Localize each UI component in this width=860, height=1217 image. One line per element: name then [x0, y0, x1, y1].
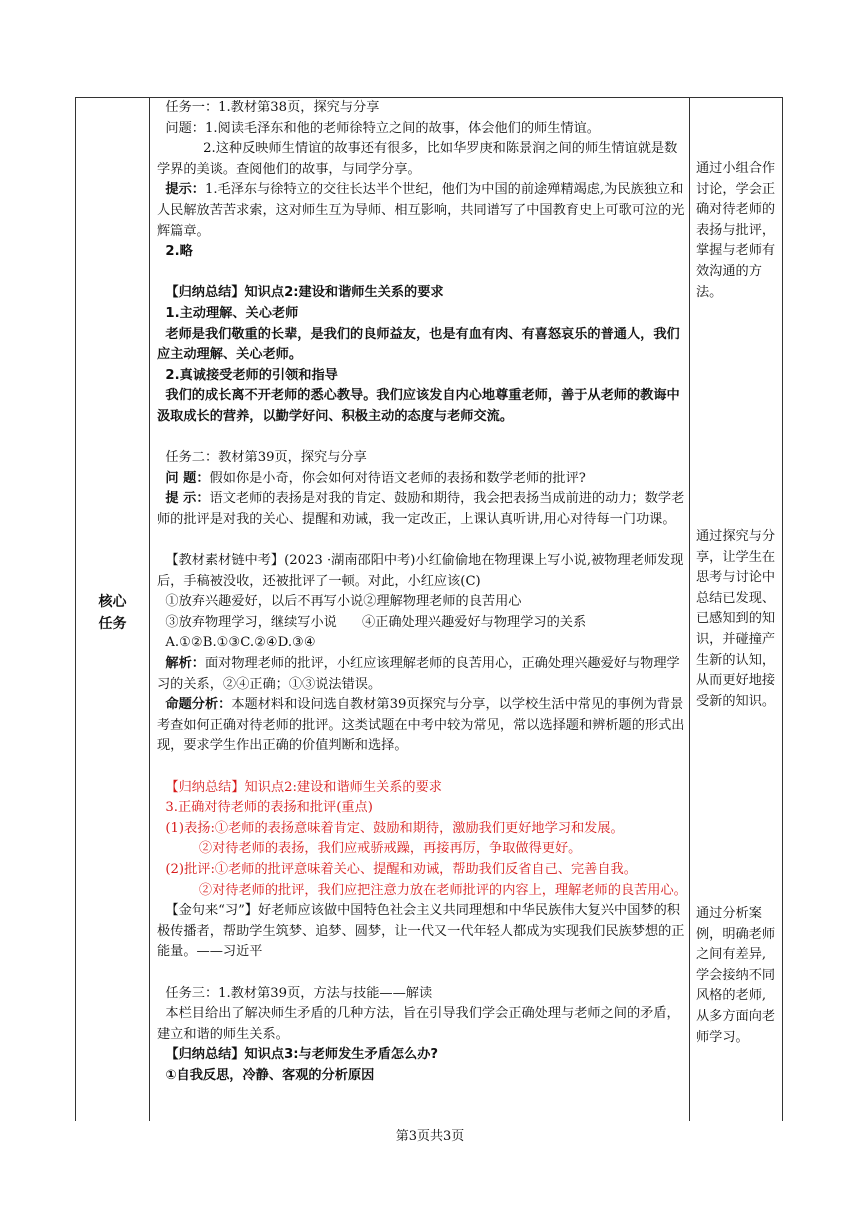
paragraph-text-rest: 面对物理老师的批评，小红应该理解老师的良苦用心，正确处理兴趣爱好与物理学习的关系，②④正确；①③说法错误。 — [157, 656, 680, 692]
paragraph-text: 任务二：教材第39页，探究与分享 — [165, 450, 367, 466]
design-note-3: 通过分析案例，明确老师之间有差异,学会接纳不同风格的老师,从多方面向老师学习。 — [696, 906, 776, 1045]
design-note-1: 通过小组合作讨论，学会正确对待老师的表扬与批评，掌握与老师有效沟通的方法。 — [696, 161, 776, 300]
content-paragraph — [157, 98, 689, 119]
content-paragraph — [157, 1066, 689, 1087]
content-paragraph — [157, 242, 689, 263]
paragraph-text: 命题分析： — [165, 697, 232, 713]
content-paragraph — [157, 304, 689, 325]
column-divider — [149, 98, 150, 1121]
paragraph-gap — [157, 530, 689, 551]
content-paragraph — [157, 798, 689, 819]
paragraph-text: 任务一：1.教材第38页，探究与分享 — [165, 100, 380, 115]
content-paragraph — [157, 283, 689, 304]
design-note-2: 通过探究与分享，让学生在思考与讨论中总结已发现、已感知到的知识，并碰撞产生新的认知，从而更好地接受新的知识。 — [696, 529, 776, 709]
content-paragraph — [157, 325, 689, 366]
paragraph-gap — [157, 757, 689, 778]
paragraph-text: 本栏目给出了解决师生矛盾的几种方法，旨在引导我们学会正确处理与老师之间的矛盾，建立和谐的师生关系。 — [157, 1006, 680, 1042]
content-paragraph — [157, 386, 689, 427]
lesson-table — [75, 97, 783, 1121]
content-paragraph — [157, 180, 689, 242]
content-paragraph — [157, 139, 689, 180]
column-divider — [689, 98, 690, 1121]
paragraph-text-rest: 语文老师的表扬是对我的肯定、鼓励和期待，我会把表扬当成前进的动力；数学老师的批评是对我的关心、提醒和劝诫，我一定改正，上课认真听讲,用心对待每一门功课。 — [157, 491, 685, 527]
paragraph-text: (1)表扬:①老师的表扬意味着肯定、鼓励和期待，激励我们更好地学习和发展。 — [165, 820, 624, 836]
paragraph-text: 【归纳总结】知识点2:建设和谐师生关系的要求 — [165, 779, 442, 795]
paragraph-text: 【归纳总结】知识点2:建设和谐师生关系的要求 — [165, 285, 444, 301]
paragraph-text: ③放弃物理学习，继续写小说 ④正确处理兴趣爱好与物理学习的关系 — [165, 614, 587, 630]
content-paragraph — [157, 984, 689, 1005]
paragraph-text: 3.正确对待老师的表扬和批评(重点) — [165, 800, 373, 816]
paragraph-text: 2.真诚接受老师的引领和指导 — [165, 367, 338, 383]
paragraph-text: 提示： — [165, 182, 205, 198]
paragraph-text: 任务三：1.教材第39页，方法与技能——解读 — [165, 985, 433, 1001]
paragraph-text-rest: 假如你是小奇，你会如何对待语文老师的表扬和数学老师的批评? — [209, 470, 586, 486]
paragraph-text: 解析： — [165, 656, 205, 672]
paragraph-text: 【教材素材链中考】(2023 ·湖南邵阳中考)小红偷偷地在物理课上写小说,被物理老师发现后，手稿被没收，还被批评了一顿。对此，小红应该(C) — [157, 553, 684, 589]
paragraph-text: ①自我反思，冷静、客观的分析原因 — [165, 1067, 375, 1083]
row-label-line: 核心 — [98, 594, 127, 610]
row-label-line: 任务 — [98, 616, 127, 632]
content-paragraph — [157, 860, 689, 881]
content-paragraph — [157, 551, 689, 592]
content-paragraph — [157, 592, 689, 613]
content-paragraph — [157, 778, 689, 799]
paragraph-text-rest: 本题材料和设问选自教材第39页探究与分享，以学校生活中常见的事例为背景考查如何正确对待老师的批评。这类试题在中考中较为常见，常以选择题和辨析题的形式出现，要求学生作出正确的价值判断和选择。 — [157, 697, 685, 754]
row-label — [76, 591, 149, 635]
content-paragraph — [157, 489, 689, 530]
content-paragraph — [157, 469, 689, 490]
paragraph-text: 我们的成长离不开老师的悉心教导。我们应该发自内心地尊重老师，善于从老师的教诲中汲取成长的营养，以勤学好问、积极主动的态度与老师交流。 — [157, 388, 680, 424]
paragraph-text: ①放弃兴趣爱好，以后不再写小说②理解物理老师的良苦用心 — [165, 594, 522, 610]
page-footer: 第3页共3页 — [395, 1129, 465, 1144]
paragraph-text: ②对待老师的表扬，我们应戒骄戒躁，再接再厉，争取做得更好。 — [198, 841, 582, 857]
paragraph-gap — [157, 428, 689, 449]
content-paragraph — [157, 119, 689, 140]
paragraph-gap — [157, 263, 689, 284]
paragraph-text: 【归纳总结】知识点3:与老师发生矛盾怎么办? — [165, 1047, 439, 1063]
content-paragraph — [157, 1004, 689, 1045]
content-paragraph — [157, 613, 689, 634]
paragraph-text: (2)批评:①老师的批评意味着关心、提醒和劝诫，帮助我们反省自己、完善自我。 — [165, 861, 637, 877]
paragraph-text: 提 示： — [165, 491, 210, 507]
paragraph-text: 【金句来“习”】好老师应该做中国特色社会主义共同理想和中华民族伟大复兴中国梦的积极传播者，帮助学生筑梦、追梦、圆梦，让一代又一代年轻人都成为实现我们民族梦想的正能量。——习近平 — [157, 903, 685, 960]
task-content-cell — [157, 98, 689, 1087]
content-paragraph — [157, 819, 689, 840]
content-paragraph — [157, 839, 689, 860]
paragraph-text: 2.略 — [165, 244, 193, 260]
paragraph-text: 老师是我们敬重的长辈，是我们的良师益友，也是有血有肉、有喜怒哀乐的普通人，我们应主动理解、关心老师。 — [157, 326, 680, 363]
content-paragraph — [157, 901, 689, 963]
paragraph-text: 问 题： — [165, 470, 210, 486]
paragraph-text: 2.这种反映师生情谊的故事还有很多，比如华罗庚和陈景润之间的师生情谊就是数学界的美谈。查阅他们的故事，与同学分享。 — [157, 141, 678, 177]
paragraph-text-rest: 1.毛泽东与徐特立的交往长达半个世纪，他们为中国的前途殚精竭虑,为民族独立和人民解放苦苦求索，这对师生互为导师、相互影响，共同谱写了中国教育史上可歌可泣的光辉篇章。 — [157, 182, 685, 239]
paragraph-text: 问题：1.阅读毛泽东和他的老师徐特立之间的故事，体会他们的师生情谊。 — [165, 120, 600, 136]
content-paragraph — [157, 695, 689, 757]
content-paragraph — [157, 1045, 689, 1066]
paragraph-text: A.①②B.①③C.②④D.③④ — [165, 635, 316, 651]
content-paragraph — [157, 448, 689, 469]
content-paragraph — [157, 654, 689, 695]
content-paragraph — [157, 366, 689, 387]
paragraph-text: ②对待老师的批评，我们应把注意力放在老师批评的内容上，理解老师的良苦用心。 — [198, 882, 687, 898]
paragraph-gap — [157, 963, 689, 984]
content-paragraph — [157, 633, 689, 654]
paragraph-text: 1.主动理解、关心老师 — [165, 305, 299, 321]
row-label-cell — [76, 98, 149, 1121]
content-paragraph — [157, 881, 689, 902]
